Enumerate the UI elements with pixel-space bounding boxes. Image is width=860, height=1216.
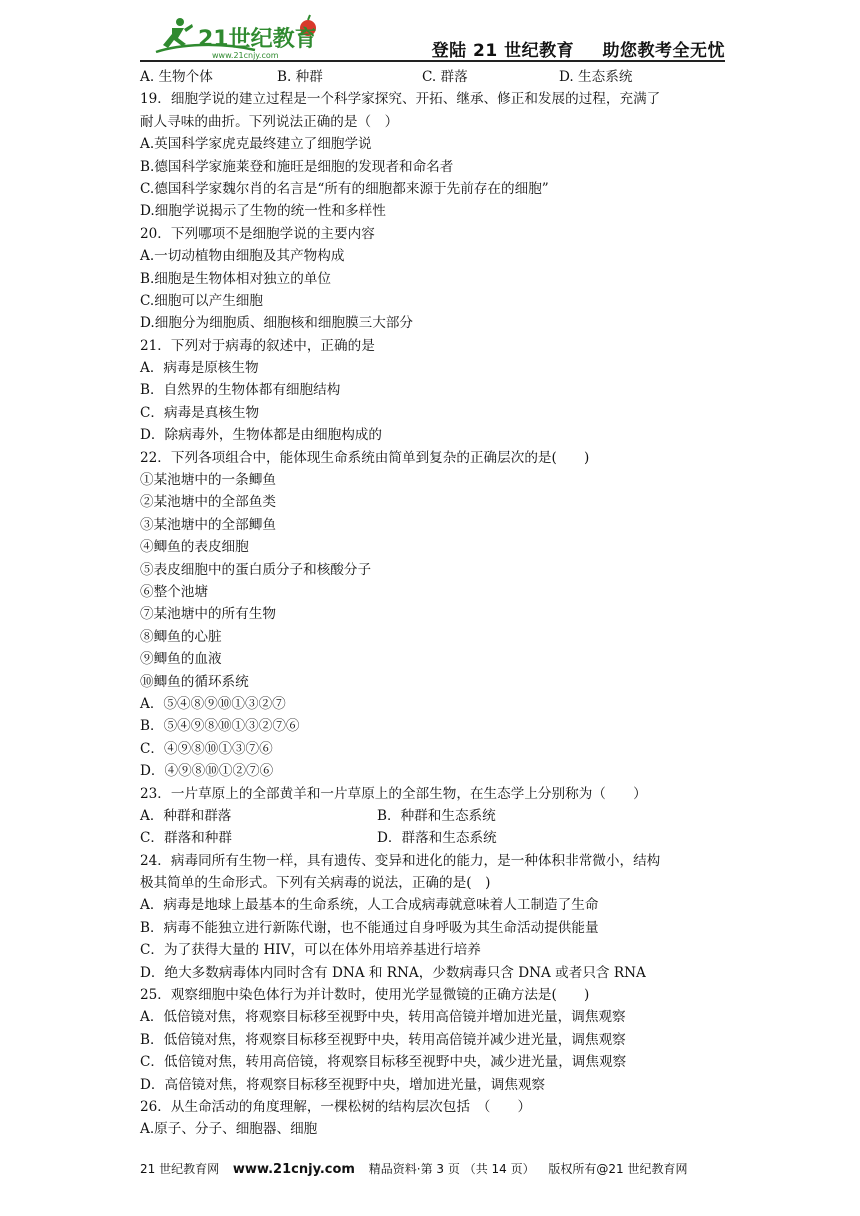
text-line: A．低倍镜对焦，将观察目标移至视野中央，转用高倍镜并增加进光量，调焦观察 bbox=[140, 1009, 626, 1026]
footer-copyright: 版权所有@21 世纪教育网 bbox=[548, 1162, 688, 1176]
options-row bbox=[140, 827, 730, 849]
text-line: ④鲫鱼的表皮细胞 bbox=[140, 539, 249, 556]
text-line: ①某池塘中的一条鲫鱼 bbox=[140, 472, 276, 489]
text-line: D．④⑨⑧⑩①②⑦⑥ bbox=[140, 763, 274, 780]
text-line: 25．观察细胞中染色体行为并计数时，使用光学显微镜的正确方法是( ) bbox=[140, 987, 590, 1004]
option-a: A. 生物个体 bbox=[140, 69, 213, 85]
text-line: C．④⑨⑧⑩①③⑦⑥ bbox=[140, 740, 273, 757]
text-line: ⑥整个池塘 bbox=[140, 583, 208, 600]
text-line: ⑩鲫鱼的循环系统 bbox=[140, 673, 249, 690]
question-content bbox=[140, 66, 730, 1141]
text-line: D.细胞学说揭示了生物的统一性和多样性 bbox=[140, 203, 386, 220]
option-d: D. 生态系统 bbox=[559, 69, 633, 85]
footer-url[interactable]: www.21cnjy.com bbox=[232, 1162, 355, 1177]
tagline-right: 助您教考全无忧 bbox=[602, 41, 725, 61]
options-row bbox=[140, 66, 730, 88]
text-line: ③某池塘中的全部鲫鱼 bbox=[140, 516, 276, 533]
footer-site: 21 世纪教育网 bbox=[140, 1162, 220, 1176]
logo-url: www.21cnjy.com bbox=[212, 51, 279, 60]
text-line: 23．一片草原上的全部黄羊和一片草原上的全部生物，在生态学上分别称为（ ） bbox=[140, 785, 647, 802]
text-line: ⑧鲫鱼的心脏 bbox=[140, 628, 222, 645]
footer-page-info: 精品资料·第 3 页 （共 14 页） bbox=[368, 1162, 535, 1176]
text-line: 22．下列各项组合中，能体现生命系统由简单到复杂的正确层次的是( ) bbox=[140, 449, 590, 466]
option-b: D．群落和生态系统 bbox=[377, 830, 497, 847]
text-line: B．自然界的生物体都有细胞结构 bbox=[140, 382, 341, 399]
text-line: 耐人寻味的曲折。下列说法正确的是（ ） bbox=[140, 113, 399, 130]
text-line: D.细胞分为细胞质、细胞核和细胞膜三大部分 bbox=[140, 315, 414, 332]
text-line: C．为了获得大量的 HIV，可以在体外用培养基进行培养 bbox=[140, 942, 481, 959]
text-line: A．⑤④⑧⑨⑩①③②⑦ bbox=[140, 695, 286, 712]
text-line: B．低倍镜对焦，将观察目标移至视野中央，转用高倍镜并减少进光量，调焦观察 bbox=[140, 1031, 626, 1048]
header-divider bbox=[140, 60, 725, 62]
page-footer bbox=[140, 1160, 730, 1177]
text-line: A．病毒是地球上最基本的生命系统，人工合成病毒就意味着人工制造了生命 bbox=[140, 897, 599, 914]
text-line: B．病毒不能独立进行新陈代谢，也不能通过自身呼吸为其生命活动提供能量 bbox=[140, 919, 599, 936]
text-line: 21．下列对于病毒的叙述中，正确的是 bbox=[140, 337, 375, 354]
text-line: ⑤表皮细胞中的蛋白质分子和核酸分子 bbox=[140, 561, 372, 578]
text-line: B．⑤④⑨⑧⑩①③②⑦⑥ bbox=[140, 718, 300, 735]
site-logo bbox=[150, 14, 320, 60]
text-line: B.细胞是生物体相对独立的单位 bbox=[140, 270, 332, 287]
header-tagline bbox=[432, 36, 725, 61]
text-line: D．绝大多数病毒体内同时含有 DNA 和 RNA，少数病毒只含 DNA 或者只含 RNA bbox=[140, 964, 646, 981]
text-line: C．病毒是真核生物 bbox=[140, 404, 260, 421]
text-line: 极其简单的生命形式。下列有关病毒的说法，正确的是( ) bbox=[140, 875, 491, 892]
text-line: C．低倍镜对焦，转用高倍镜，将观察目标移至视野中央，减少进光量，调焦观察 bbox=[140, 1054, 627, 1071]
options-row bbox=[140, 805, 730, 827]
option-b: B．种群和生态系统 bbox=[377, 807, 496, 824]
option-a: C．群落和种群 bbox=[140, 830, 232, 847]
text-line: B.德国科学家施莱登和施旺是细胞的发现者和命名者 bbox=[140, 158, 454, 175]
text-line: 26．从生命活动的角度理解，一棵松树的结构层次包括 （ ） bbox=[140, 1098, 532, 1115]
option-a: A．种群和群落 bbox=[140, 807, 232, 824]
page-header bbox=[140, 14, 725, 64]
text-line: C.德国科学家魏尔肖的名言是“所有的细胞都来源于先前存在的细胞” bbox=[140, 180, 549, 197]
text-line: D．高倍镜对焦，将观察目标移至视野中央，增加进光量，调焦观察 bbox=[140, 1076, 546, 1093]
text-line: ⑦某池塘中的所有生物 bbox=[140, 606, 276, 623]
text-line: ②某池塘中的全部鱼类 bbox=[140, 494, 276, 511]
text-line: D．除病毒外，生物体都是由细胞构成的 bbox=[140, 427, 382, 444]
option-c: C. 群落 bbox=[422, 69, 468, 85]
option-b: B. 种群 bbox=[277, 69, 323, 85]
text-line: A.原子、分子、细胞器、细胞 bbox=[140, 1121, 318, 1138]
text-line: C.细胞可以产生细胞 bbox=[140, 292, 263, 309]
text-line: 19．细胞学说的建立过程是一个科学家探究、开拓、继承、修正和发展的过程，充满了 bbox=[140, 91, 661, 108]
tagline-left: 登陆 21 世纪教育 bbox=[431, 41, 575, 61]
text-line: A.英国科学家虎克最终建立了细胞学说 bbox=[140, 136, 372, 153]
logo-text: 21世纪教育 bbox=[198, 27, 317, 52]
text-line: A．病毒是原核生物 bbox=[140, 360, 259, 377]
text-line: 24．病毒同所有生物一样，具有遗传、变异和进化的能力，是一种体积非常微小，结构 bbox=[140, 852, 661, 869]
text-line: 20．下列哪项不是细胞学说的主要内容 bbox=[140, 225, 375, 242]
text-line: A.一切动植物由细胞及其产物构成 bbox=[140, 248, 345, 265]
text-line: ⑨鲫鱼的血液 bbox=[140, 651, 222, 668]
